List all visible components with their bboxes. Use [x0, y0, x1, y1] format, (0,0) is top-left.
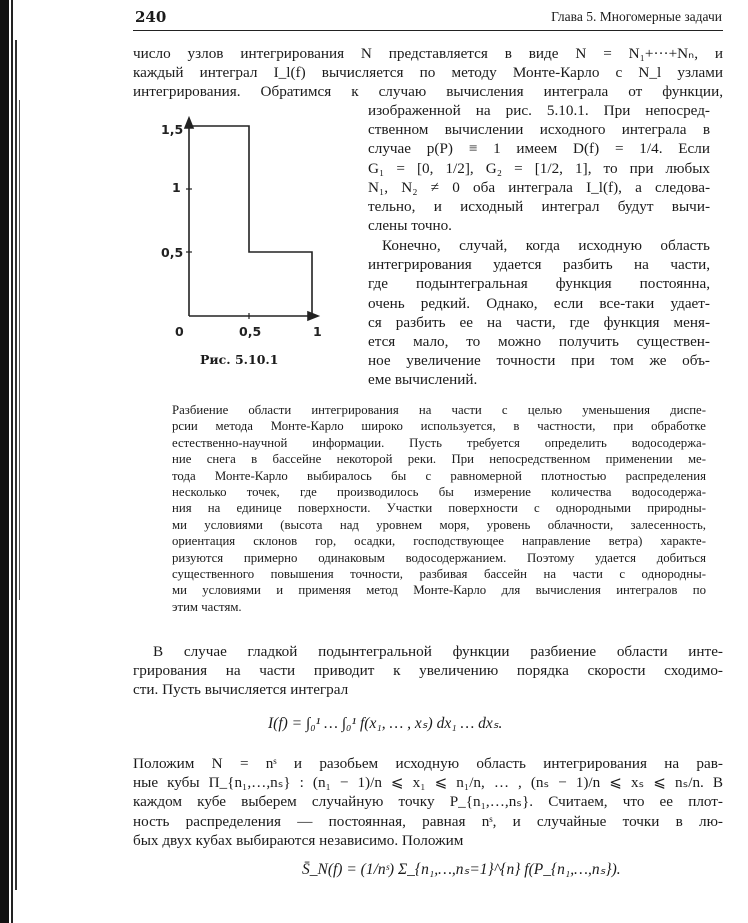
figure-step-function — [150, 116, 350, 366]
text-line: еме вычислений. — [368, 371, 478, 389]
text-line: G₁ = [0, 1/2], G₂ = [1/2, 1], то при любых — [368, 159, 710, 177]
text-line: ственном вычислении исходного интеграла в — [368, 121, 710, 139]
x-tick-label: 0 — [175, 324, 184, 339]
y-tick-label: 0,5 — [161, 245, 184, 260]
text-line: тельно, и исходный интеграл будут вычи- — [368, 198, 710, 216]
x-axis-arrow — [308, 312, 318, 320]
text-line: грирования на части приводит к увеличению порядка скорости сходимо- — [133, 662, 723, 680]
y-tick-label: 1 — [172, 180, 181, 195]
text-line: ся разбить ее на части, где функция меня- — [368, 313, 710, 331]
text-line: ризуются примерно одинаковым водосодержанием. Поэтому удается добиться — [172, 550, 706, 565]
text-line: интегрирования удается разбить на части, — [368, 256, 710, 274]
text-line: Разбиение области интегрирования на части с целью уменьшения диспе- — [172, 403, 706, 417]
text-line: где подынтегральная функция постоянна, — [368, 275, 710, 293]
figure-caption: Рис. 5.10.1 — [200, 352, 279, 367]
text-line: ное увеличение точности при том же объ- — [368, 352, 710, 370]
text-line: Конечно, случай, когда исходную область — [382, 237, 710, 254]
small-print-block — [172, 402, 706, 615]
running-header: Глава 5. Многомерные задачи — [551, 9, 722, 24]
paragraph-right-1 — [368, 101, 710, 235]
function-graph — [189, 126, 312, 316]
text-line: ные кубы Π_{n₁,…,nₛ} : (n₁ − 1)/n ⩽ x₁ ⩽ n₁/n, … , (nₛ − 1)/n ⩽ xₛ ⩽ nₛ/n. В — [133, 774, 723, 792]
text-line: тода Монте-Карло выбиралось бы с равномерной плотностью распределения — [172, 468, 706, 483]
paragraph-smooth-case — [133, 642, 723, 700]
x-tick-label: 1 — [313, 324, 322, 339]
text-line: интегрирования. Обратимся к случаю вычисления интеграла от функции, — [133, 83, 723, 101]
text-line: N₁, N₂ ≠ 0 оба интеграла I_l(f), а следова- — [368, 178, 710, 196]
text-line: ность распределения — постоянная, равная nˢ, и случайные точки в лю- — [133, 812, 723, 830]
text-line: В случае гладкой подынтегральной функции разбиение области инте- — [153, 643, 723, 660]
integral-formula: I(f) = ∫₀¹ … ∫₀¹ f(x₁, … , xₛ) dx₁ … dxₛ. — [268, 715, 503, 732]
text-line: каждом кубе выберем случайную точку P_{n₁,…,nₛ}. Считаем, что ее плот- — [133, 793, 723, 811]
text-line: сти. Пусть вычисляется интеграл — [133, 681, 349, 699]
text-line: ми условиями (высота над уровнем моря, уровень облачности, залесенность, — [172, 517, 706, 532]
text-line: рсии метода Монте-Карло широко используется, в частности, при обработке — [172, 419, 706, 434]
text-line: ми условиями и применяя метод Монте-Карло для вычисления интегралов по — [172, 583, 706, 598]
text-line: этим частям. — [172, 599, 242, 614]
paragraph-cubes — [133, 754, 723, 850]
paragraph-right-2 — [368, 236, 710, 390]
page-number: 240 — [135, 8, 167, 26]
estimator-formula: S̄_N(f) = (1/nˢ) Σ_{n₁,…,nₛ=1}^{n} f(P_{n₁,…,nₛ}). — [302, 861, 621, 878]
text-line: очень редкий. Однако, если все-таки удает- — [368, 294, 710, 312]
y-tick-label: 1,5 — [161, 122, 184, 137]
x-tick-label: 0,5 — [239, 324, 262, 339]
scan-edge-artifact — [0, 0, 24, 923]
text-line: несколько точек, где производилось бы измерение количества водосодержа- — [172, 485, 706, 500]
paragraph-intro — [133, 44, 723, 102]
text-line: ние снега в бассейне некоторой реки. При непосредственном применении ме- — [172, 452, 706, 467]
text-line: слены точно. — [368, 217, 452, 235]
header-rule — [133, 30, 723, 31]
text-line: Положим N = nˢ и разобьем исходную область интегрирования на рав- — [133, 755, 723, 772]
text-line: изображенной на рис. 5.10.1. При непосред- — [368, 102, 710, 119]
text-line: естественно-научной информации. Пусть требуется определить водосодержа- — [172, 435, 706, 450]
text-line: число узлов интегрирования N представляется в виде N = N₁+···+Nₙ, и — [133, 45, 723, 62]
text-line: случае p(P) ≡ 1 имеем D(f) = 1/4. Если — [368, 140, 710, 158]
text-line: ния на единице поверхности. Участки поверхности с однородными природны- — [172, 501, 706, 516]
text-line: ется мало, то можно получить существен- — [368, 333, 710, 351]
text-line: бых двух кубах выбираются независимо. Положим — [133, 831, 464, 849]
text-line: ориентация склонов гор, осадки, господствующее направление ветра) характе- — [172, 534, 706, 549]
text-line: каждый интеграл I_l(f) вычисляется по методу Монте-Карло с N_l узлами — [133, 64, 723, 82]
text-line: существенного повышения точности, разбивая бассейн на части с однородны- — [172, 567, 706, 582]
